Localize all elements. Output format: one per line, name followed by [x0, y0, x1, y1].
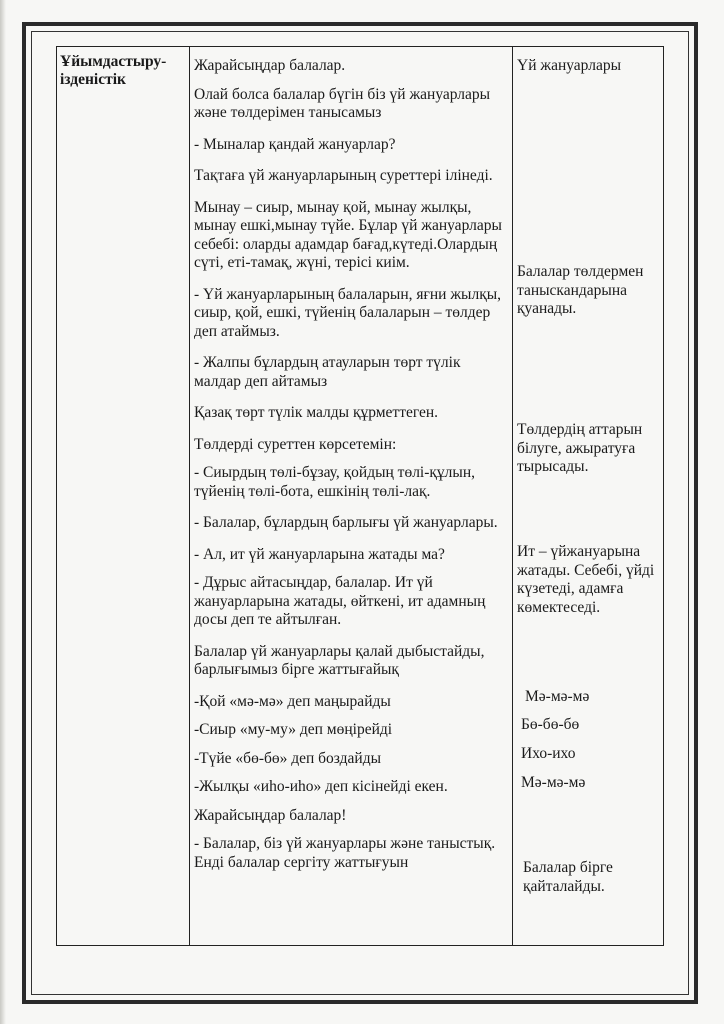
- teacher-paragraph: - Сиырдың төлі-бұзау, қойдың төлі-құлын, түйенің төлі-бота, ешкінің төлі-лақ.: [194, 464, 475, 500]
- children-sound: Мә-мә-мә: [521, 774, 586, 791]
- children-names: Төлдердің аттарын білуге, ажыратуға тырысады.: [517, 421, 643, 475]
- scan-edge-shadow: [0, 0, 6, 1024]
- stage-cell: [57, 47, 190, 946]
- teacher-paragraph: Жарайсыңдар балалар.: [194, 57, 346, 74]
- teacher-paragraph: Төлдерді суреттен көрсетемін:: [194, 435, 397, 453]
- children-repeat: Балалар бірге қайталайды.: [523, 859, 613, 895]
- lesson-plan-table: [56, 46, 664, 946]
- children-dog: Ит – үйжануарына жатады. Себебі, үйді күзетеді, адамға көмектеседі.: [517, 543, 655, 616]
- teacher-paragraph: -Қой «мә-мә» деп маңырайды: [194, 692, 391, 710]
- children-activity-cell: [513, 47, 664, 946]
- stage-title: [60, 53, 186, 89]
- teacher-paragraph: Балалар үй жануарлары қалай дыбыстайды, барлығымыз бірге жаттығайық: [194, 642, 485, 678]
- children-joy: Балалар төлдермен таныскандарына қуанады.: [517, 263, 644, 317]
- children-sound: Бө-бө-бө: [521, 716, 580, 733]
- teacher-paragraph: - Үй жануарларының балаларын, яғни жылқы, сиыр, қой, ешкі, түйенің балаларын – төлдер деп атаймыз.: [194, 285, 502, 340]
- stage-title-line: ізденістік: [60, 71, 126, 88]
- stage-title-line: Ұйымдастыру-: [60, 53, 167, 70]
- teacher-paragraph: - Балалар, біз үй жануарлары және таныстық. Енді балалар сергіту жаттығуын: [194, 835, 496, 871]
- teacher-paragraph: Олай болса балалар бүгін біз үй жануарлары және төлдерімен танысамыз: [194, 85, 491, 121]
- teacher-paragraph: - Дұрыс айтасыңдар, балалар. Ит үй жануарларына жатады, өйткені, ит адамның досы деп те айтылған.: [194, 574, 486, 628]
- children-topic: Үй жануарлары: [517, 57, 621, 74]
- table-row: [57, 47, 664, 946]
- teacher-paragraph: -Түйе «бө-бө» деп боздайды: [194, 749, 382, 767]
- teacher-paragraph: Қазақ төрт түлік малды құрметтеген.: [194, 404, 439, 421]
- teacher-paragraph: - Балалар, бұлардың барлығы үй жануарлары.: [194, 514, 498, 531]
- teacher-activity-cell: [190, 47, 513, 946]
- children-sound: Мә-мә-мә: [525, 688, 590, 705]
- teacher-paragraph: Тақтаға үй жануарларының суреттері ілінеді.: [194, 167, 493, 184]
- teacher-paragraph: -Жылқы «иһо-иһо» деп кісінейді екен.: [194, 778, 448, 795]
- teacher-paragraph: - Жалпы бұлардың атауларын төрт түлік малдар деп айтамыз: [194, 354, 461, 390]
- teacher-paragraph: - Ал, ит үй жануарларына жатады ма?: [194, 545, 445, 563]
- teacher-paragraph: Мынау – сиыр, мынау қой, мынау жылқы, мынау ешкі,мынау түйе. Бұлар үй жануарлары себебі: оларды адамдар бағад,күтеді.Олардың сүті, еті-тамақ, жүні, терісі киім.: [194, 198, 502, 271]
- teacher-paragraph: - Мыналар қандай жануарлар?: [194, 135, 396, 153]
- teacher-paragraph: Жарайсыңдар балалар!: [194, 806, 347, 824]
- teacher-paragraph: -Сиыр «му-му» деп мөңірейді: [194, 721, 393, 738]
- children-sound: Ихо-ихо: [521, 745, 576, 762]
